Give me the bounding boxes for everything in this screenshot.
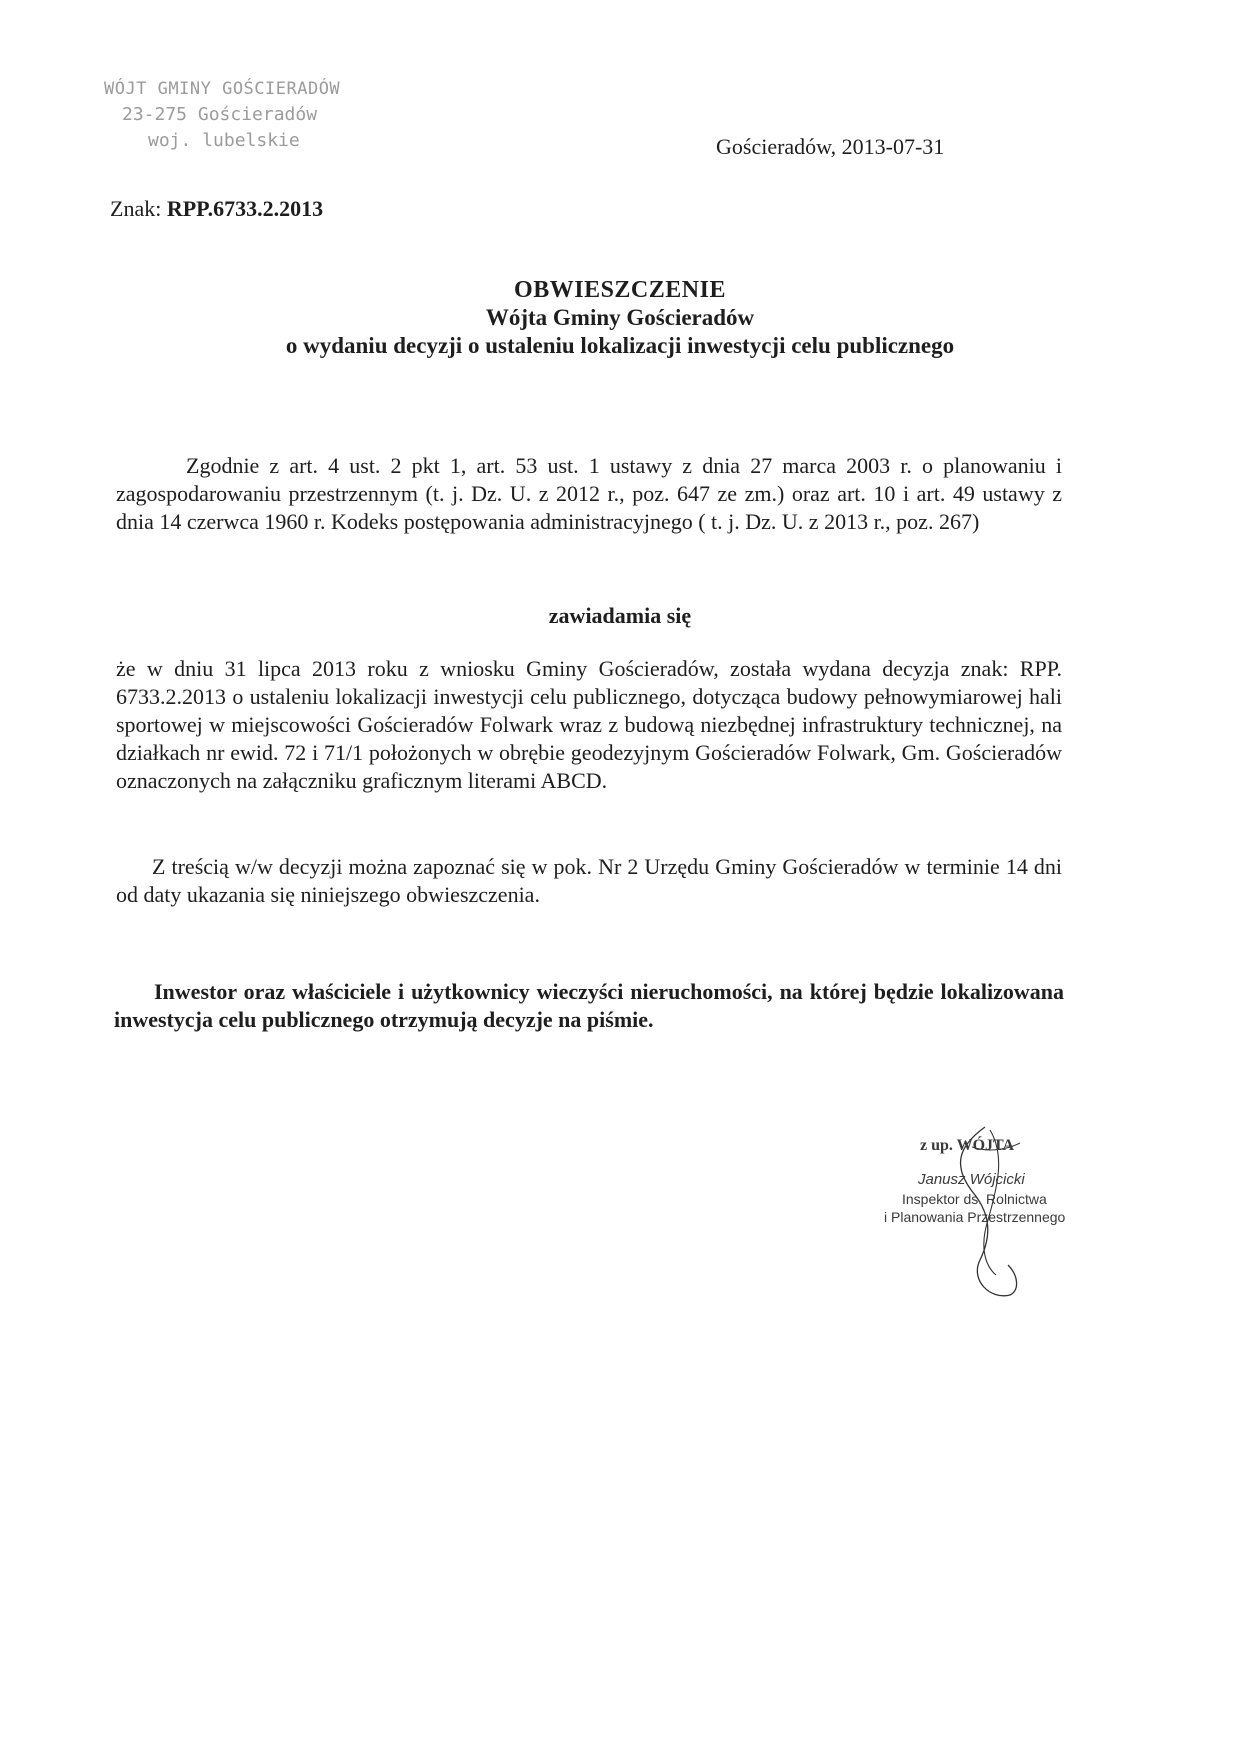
reference-number <box>110 196 323 222</box>
decision-paragraph: że w dniu 31 lipca 2013 roku z wniosku Gminy Gościeradów, została wydana decyzja znak: RPP. 6733.2.2013 o ustaleniu lokalizacji inwestycji celu publicznego, dotycząca budowy pełnowymiarowej hali sportowej w miejscowości Gościeradów Folwark wraz z budową niezbędnej infrastruktury technicznej, na działkach nr ewid. 72 i 71/1 położonych w obrębie geodezyjnym Gościeradów Folwark, Gm. Gościeradów oznaczonych na załączniku graficznym literami ABCD. <box>116 656 1062 793</box>
reference-label: Znak: <box>110 196 162 221</box>
reference-value: RPP.6733.2.2013 <box>166 196 324 221</box>
notice-paragraph: Inwestor oraz właściciele i użytkownicy wieczyści nieruchomości, na której będzie lokalizowana inwestycja celu publicznego otrzymują decyzje na piśmie. <box>114 979 1064 1032</box>
signature-block <box>880 1125 1140 1325</box>
office-stamp <box>104 76 404 154</box>
stamp-line-postcode: 23-275 Gościeradów <box>122 104 318 125</box>
signatory-role-line1: Inspektor ds. Rolnictwa <box>902 1191 1047 1207</box>
access-paragraph: Z treścią w/w decyzji można zapoznać się w pok. Nr 2 Urzędu Gminy Gościeradów w terminie 14 dni od daty ukazania się niniejszego obwieszczenia. <box>116 854 1062 907</box>
heading-title: OBWIESZCZENIE <box>514 277 726 303</box>
heading-issuer: Wójta Gminy Gościeradów <box>485 305 755 330</box>
document-date: Gościeradów, 2013-07-31 <box>716 134 945 159</box>
heading-subject: o wydaniu decyzji o ustaleniu lokalizacji inwestycji celu publicznego <box>285 333 955 358</box>
stamp-line-voivodeship: woj. lubelskie <box>148 130 300 151</box>
stamp-line-office: WÓJT GMINY GOŚCIERADÓW <box>104 79 341 99</box>
signatory-name: Janusz Wójcicki <box>918 1171 1025 1188</box>
legal-basis-paragraph: Zgodnie z art. 4 ust. 2 pkt 1, art. 53 ust. 1 ustawy z dnia 27 marca 2003 r. o planowaniu i zagospodarowaniu przestrzennym (t. j. Dz. U. z 2012 r., poz. 647 ze zm.) oraz art. 10 i art. 49 ustawy z dnia 14 czerwca 1960 r. Kodeks postępowania administracyjnego ( t. j. Dz. U. z 2013 r., poz. 267) <box>116 453 1062 534</box>
signature-authority: z up. WÓJTA <box>920 1137 1015 1154</box>
signatory-role-line2: i Planowania Przestrzennego <box>884 1209 1066 1225</box>
announcement-phrase: zawiadamia się <box>548 603 692 628</box>
handwritten-signature <box>880 1125 1140 1325</box>
document-heading <box>0 276 1240 360</box>
